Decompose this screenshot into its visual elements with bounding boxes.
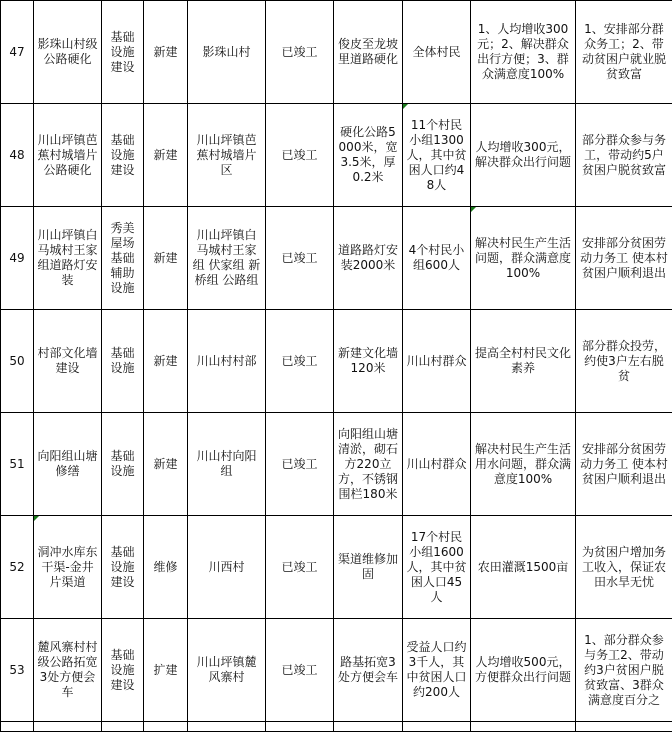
project-type-cell: 基础设施建设 [102,619,144,722]
project-name-cell: 麓风寨村村级公路拓宽3处方便会车 [34,619,102,722]
poverty-link-cell: 安排部分贫困劳动力务工 使本村贫困户顺利退出 [576,207,672,310]
project-name-cell: 向阳组山塘修缮 [34,413,102,516]
project-type-cell: 基础设施建设 [102,516,144,619]
location-cell: 川山坪镇白马城村王家组 伏家组 新桥组 公路组 [188,207,266,310]
construction-nature-cell: 扩建 [144,619,188,722]
construction-nature-cell: 新建 [144,413,188,516]
project-type-cell: 基础设施 [102,413,144,516]
status-cell: 已竣工 [266,1,334,104]
location-cell: 影珠山村 [188,1,266,104]
status-cell: 已竣工 [266,619,334,722]
poverty-link-cell: 1、安排部分群众务工；2、带动贫困户就业脱贫致富 [576,1,672,104]
status-cell: 已竣工 [266,413,334,516]
construction-content-cell: 向阳组山塘清淤，砌石方220立方，不锈钢围栏180米 [334,413,403,516]
construction-nature-cell: 新建 [144,207,188,310]
beneficiaries-cell: 受益人口约3千人，其中贫困人口约200人 [403,619,471,722]
empty-cell [102,722,144,732]
empty-cell [266,722,334,732]
construction-content-cell: 道路路灯安装2000米 [334,207,403,310]
project-name-cell: 川山坪镇白马城村王家组道路灯安装 [34,207,102,310]
location-cell: 川西村 [188,516,266,619]
table-row [1,310,672,413]
row-number-cell: 52 [1,516,34,619]
location-cell: 川山坪镇麓风寨村 [188,619,266,722]
poverty-link-cell: 为贫困户增加务工收入，保证农田水旱无忧 [576,516,672,619]
status-cell: 已竣工 [266,310,334,413]
benefit-cell: 人均增收300元，解决群众出行问题 [471,104,576,207]
benefit-cell: 解决村民生产生活用水问题，群众满意度100% [471,413,576,516]
location-cell: 川山村村部 [188,310,266,413]
poverty-link-cell: 部分群众投劳，约使3户左右脱贫 [576,310,672,413]
construction-nature-cell: 新建 [144,1,188,104]
table-row [1,1,672,104]
status-cell: 已竣工 [266,104,334,207]
empty-cell [403,722,471,732]
project-type-cell: 基础设施 [102,310,144,413]
construction-nature-cell: 维修 [144,516,188,619]
location-cell: 川山村向阳组 [188,413,266,516]
row-number-cell: 51 [1,413,34,516]
location-cell: 川山坪镇芭蕉村城墙片区 [188,104,266,207]
row-number-cell: 53 [1,619,34,722]
benefit-cell: 人均增收500元，方便群众出行问题 [471,619,576,722]
construction-content-cell: 新建文化墙120米 [334,310,403,413]
benefit-cell: 提高全村村民文化素养 [471,310,576,413]
table-row [1,619,672,722]
row-number-cell: 49 [1,207,34,310]
beneficiaries-cell: 4个村民小组600人 [403,207,471,310]
row-number-cell: 50 [1,310,34,413]
table-row [1,516,672,619]
construction-content-cell: 路基拓宽3处方便会车 [334,619,403,722]
row-number-cell: 48 [1,104,34,207]
benefit-cell: 1、人均增收300元；2、解决群众出行方便；3、群众满意度100% [471,1,576,104]
empty-cell [144,722,188,732]
construction-content-cell: 俊皮至龙坡里道路硬化 [334,1,403,104]
empty-cell [188,722,266,732]
beneficiaries-cell: 17个村民小组1600人，其中贫困人口45人 [403,516,471,619]
project-type-cell: 基础设施建设 [102,1,144,104]
beneficiaries-cell: 11个村民小组1300人，其中贫困人口约48人 [403,104,471,207]
construction-content-cell: 渠道维修加固 [334,516,403,619]
construction-nature-cell: 新建 [144,104,188,207]
empty-cell [471,722,576,732]
project-name-cell: 洞冲水库东干渠-金井片渠道 [34,516,102,619]
empty-cell [576,722,672,732]
poverty-link-cell: 1、部分群众参与务工2、带动约3户贫困户脱贫致富、3群众满意度百分之 [576,619,672,722]
empty-cell [334,722,403,732]
beneficiaries-cell: 全体村民 [403,1,471,104]
project-name-cell: 村部文化墙建设 [34,310,102,413]
construction-nature-cell: 新建 [144,310,188,413]
construction-content-cell: 硬化公路5000米，宽3.5米，厚0.2米 [334,104,403,207]
empty-cell [1,722,34,732]
project-type-cell: 秀美屋场基础辅助设施 [102,207,144,310]
poverty-link-cell: 安排部分贫困劳动力务工 使本村贫困户顺利退出 [576,413,672,516]
table-row [1,207,672,310]
table-row [1,413,672,516]
row-number-cell: 47 [1,1,34,104]
empty-cell [34,722,102,732]
benefit-cell: 农田灌溉1500亩 [471,516,576,619]
status-cell: 已竣工 [266,516,334,619]
status-cell: 已竣工 [266,207,334,310]
benefit-cell: 解决村民生产生活问题，群众满意度100% [471,207,576,310]
beneficiaries-cell: 川山村群众 [403,310,471,413]
project-type-cell: 基础设施建设 [102,104,144,207]
table-row-partial [1,722,672,732]
project-name-cell: 川山坪镇芭蕉村城墙片公路硬化 [34,104,102,207]
poverty-link-cell: 部分群众参与务工，带动约5户贫困户脱贫致富 [576,104,672,207]
table-row [1,104,672,207]
beneficiaries-cell: 川山村群众 [403,413,471,516]
project-name-cell: 影珠山村级公路硬化 [34,1,102,104]
